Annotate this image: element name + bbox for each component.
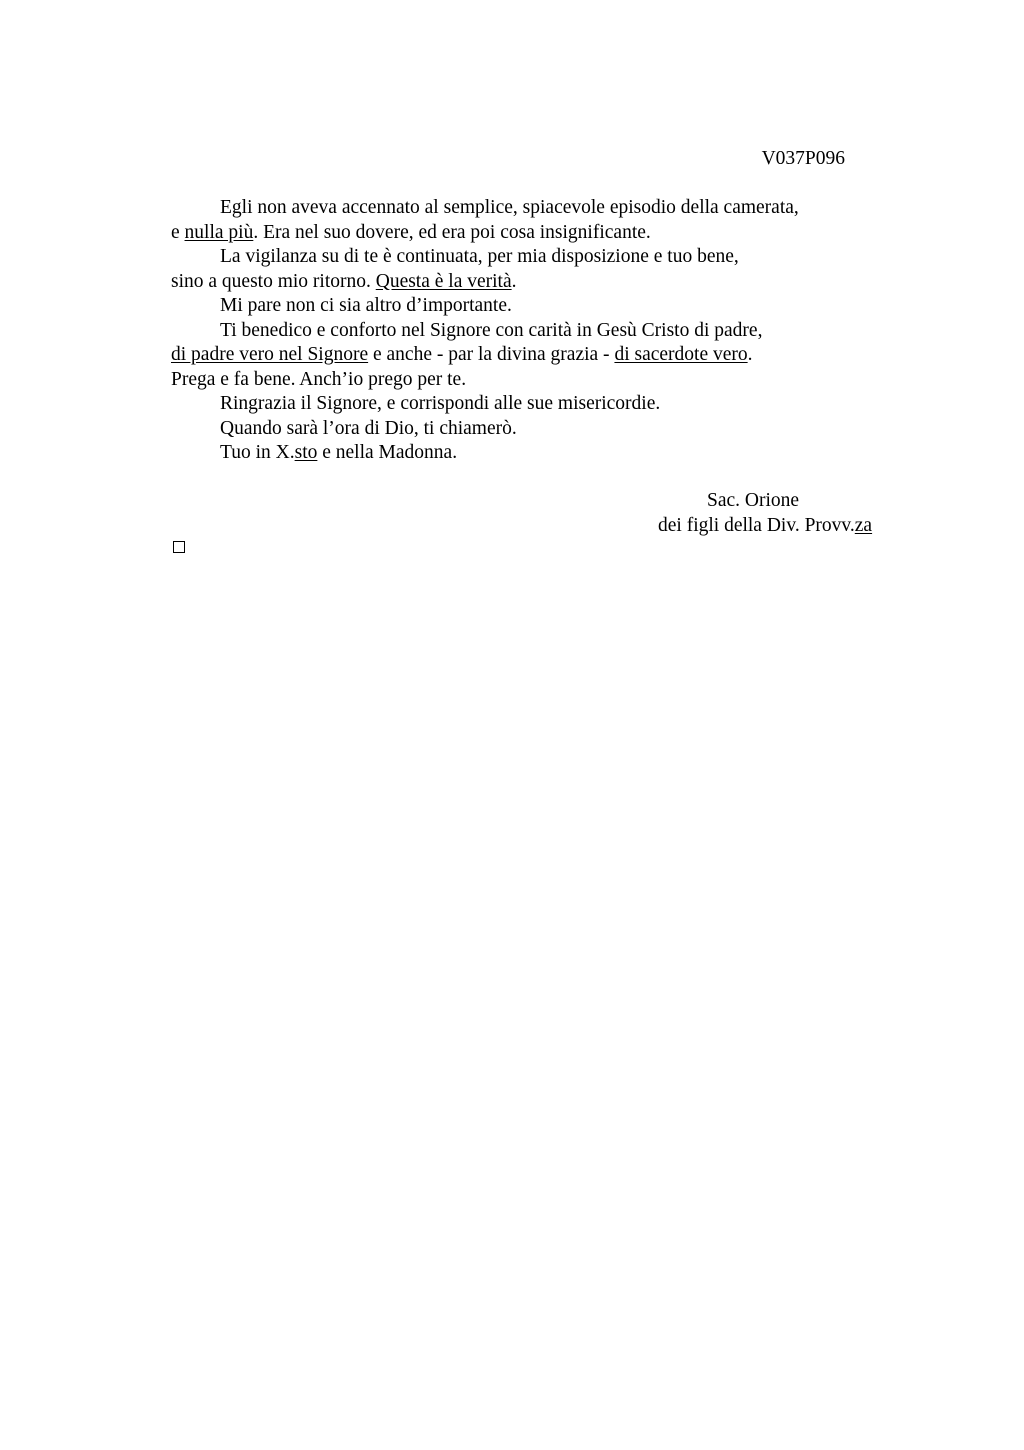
letter-body: [171, 196, 871, 466]
letter-line: [171, 441, 871, 466]
text-span: .: [747, 344, 753, 365]
text-span: dei figli della Div. Provv.: [658, 514, 855, 536]
letter-line: [171, 417, 871, 442]
checkbox-square-icon: [173, 541, 185, 553]
letter-line: [171, 270, 871, 295]
text-span: . Era nel suo dovere, ed era poi cosa insignificante.: [253, 221, 651, 243]
underlined-text: Questa è la verità: [375, 270, 512, 292]
underlined-text: di sacerdote vero: [614, 344, 748, 365]
text-span: Mi pare non ci sia altro d’importante.: [220, 295, 512, 316]
text-span: e nella Madonna.: [317, 442, 458, 463]
underlined-text: sto: [294, 442, 318, 463]
letter-line: [171, 319, 871, 344]
signature-title: [640, 514, 910, 539]
text-span: e: [171, 221, 185, 243]
text-span: La vigilanza su di te è continuata, per mia disposizione e tuo bene,: [220, 246, 739, 267]
underlined-text: za: [854, 514, 873, 536]
page-id: V037P096: [761, 148, 845, 169]
text-span: Tuo in X.: [220, 442, 295, 463]
letter-line: [171, 392, 871, 417]
letter-line: [171, 368, 871, 393]
text-span: Prega e fa bene. Anch’io prego per te.: [171, 368, 467, 390]
text-span: .: [511, 270, 517, 292]
letter-line: [171, 245, 871, 270]
letter-line: [171, 294, 871, 319]
underlined-text: nulla più: [184, 221, 254, 243]
letter-line: [171, 196, 871, 221]
text-span: Ringrazia il Signore, e corrispondi alle sue misericordie.: [220, 393, 661, 414]
underlined-text: di padre vero nel Signore: [171, 344, 369, 365]
letter-line: [171, 343, 871, 368]
text-span: Egli non aveva accennato al semplice, spiacevole episodio della camerata,: [220, 197, 799, 218]
text-span: sino a questo mio ritorno.: [171, 270, 376, 292]
text-span: Quando sarà l’ora di Dio, ti chiamerò.: [220, 417, 517, 439]
letter-line: [171, 221, 871, 246]
text-span: Ti benedico e conforto nel Signore con carità in Gesù Cristo di padre,: [220, 319, 763, 341]
signature-name: Sac. Orione: [707, 490, 800, 511]
signature-block: [640, 489, 910, 538]
text-span: e anche - par la divina grazia -: [368, 344, 615, 365]
